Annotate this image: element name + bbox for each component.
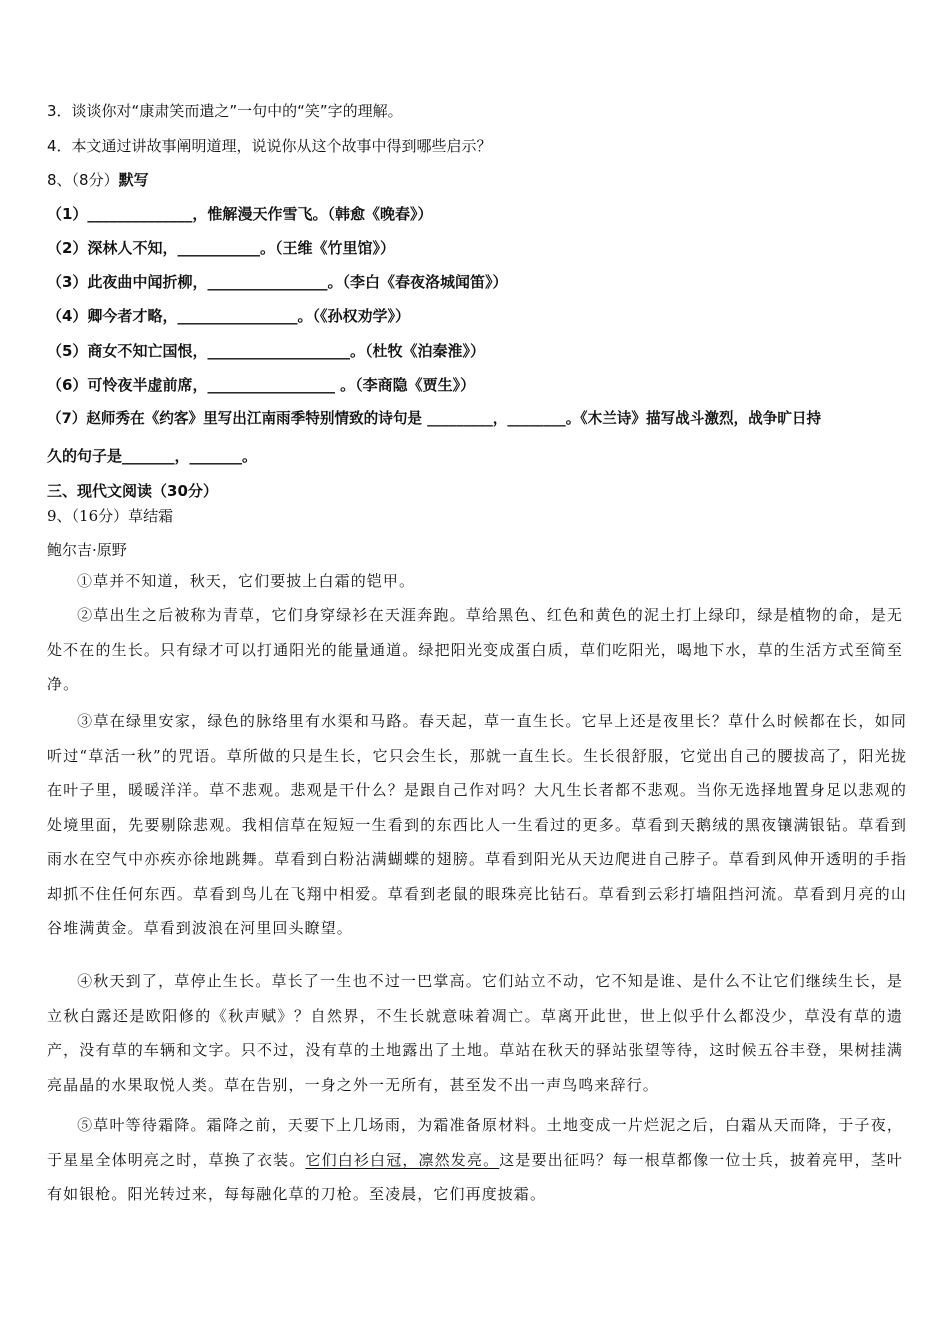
dictation-item-1: （1）______________，惟解漫天作雪飞。（韩愈《晚春》） <box>47 205 433 223</box>
section-8-heading <box>47 170 149 190</box>
passage-paragraph-1 <box>47 564 903 599</box>
passage-paragraph-3 <box>47 704 907 946</box>
paragraph-5-underlined-sentence: 它们白衫白冠，凛然发亮。 <box>305 1150 500 1169</box>
question-3: 3．谈谈你对“康肃笑而遣之”一句中的“笑”字的理解。 <box>47 102 403 120</box>
paragraph-1-text: ①草并不知道，秋天，它们要披上白霜的铠甲。 <box>77 572 416 590</box>
question-4: 4．本文通过讲故事阐明道理，说说你从这个故事中得到哪些启示？ <box>47 137 492 155</box>
passage-paragraph-4 <box>47 964 903 1102</box>
section-8-title: 默写 <box>118 171 149 189</box>
dictation-item-7: （7）赵师秀在《约客》里写出江南雨季特别情致的诗句是 _________，________。《木兰诗》描写战斗激烈，战争旷日持 <box>47 410 822 427</box>
paragraph-5-text-b: 这是要出征吗？每一根草都像一位士兵，披着亮甲，茎叶有如银枪。阳光转过来，每每融化草的刀枪。至凌晨，它们再度披霜。 <box>47 1150 904 1203</box>
passage-author: 鲍尔吉·原野 <box>47 541 127 559</box>
dictation-item-4: （4）卿今者才略，________________。（《孙权劝学》） <box>47 307 410 325</box>
paragraph-3-text: ③草在绿里安家，绿色的脉络里有水渠和马路。春天起，草一直生长。它早上还是夜里长？草什么时候都在长，如同听过“草活一秋”的咒语。草所做的只是生长，它只会生长，那就一直生长。生长很舒服，它觉出自己的腰拔高了，阳光拢在叶子里，暖暖洋洋。草不悲观。悲观是干什么？是跟自己作对吗？大凡生长者都不悲观。当你无选择地置身足以悲观的处境里面，先要剔除悲观。我相信草在短短一生看到的东西比人一生看过的更多。草看到天鹅绒的黑夜镶满银钻。草看到雨水在空气中亦疾亦徐地跳舞。草看到白粉沾满蝴蝶的翅膀。草看到阳光从天边爬进自己脖子。草看到风伸开透明的手指却抓不住任何东西。草看到鸟儿在飞翔中相爱。草看到老鼠的眼珠亮比钻石。草看到云彩打墙阻挡河流。草看到月亮的山谷堆满黄金。草看到波浪在河里回头瞭望。 <box>47 712 907 937</box>
paragraph-2-text: ②草出生之后被称为青草，它们身穿绿衫在天涯奔跑。草给黑色、红色和黄色的泥土打上绿印，绿是植物的命，是无处不在的生长。只有绿才可以打通阳光的能量通道。绿把阳光变成蛋白质，草们吃阳光，喝地下水，草的生活方式至简至净。 <box>47 606 903 693</box>
section-3-title: 三、现代文阅读（30分） <box>47 482 218 500</box>
dictation-item-6: （6）可怜夜半虚前席，_________________ 。（李商隐《贾生》） <box>47 376 476 394</box>
dictation-item-2: （2）深林人不知，___________。（王维《竹里馆》） <box>47 239 395 257</box>
passage-paragraph-2 <box>47 598 903 702</box>
section-8-number: 8、（8分） <box>47 171 119 189</box>
dictation-item-7-cont: 久的句子是_______，_______。 <box>47 447 258 465</box>
passage-paragraph-5 <box>47 1108 903 1212</box>
paragraph-5-text-a: ⑤草叶等待霜降。霜降之前，天要下上几场雨，为霜准备原材料。土地变成一片烂泥之后，白霜从天而降，于子夜，于星星全体明亮之时，草换了衣装。 <box>47 1116 903 1169</box>
question-9-title: 9、（16分）草结霜 <box>47 507 174 525</box>
paragraph-4-text: ④秋天到了，草停止生长。草长了一生也不过一巴掌高。它们站立不动，它不知是谁、是什么不让它们继续生长，是立秋白露还是欧阳修的《秋声赋》？自然界，不生长就意味着凋亡。草离开此世，世上似乎什么都没少，草没有草的遗产，没有草的车辆和文字。只不过，没有草的土地露出了土地。草站在秋天的驿站张望等待，这时候五谷丰登，果树挂满亮晶晶的水果取悦人类。草在告别，一身之外一无所有，甚至发不出一声鸟鸣来辞行。 <box>47 972 903 1094</box>
dictation-item-5: （5）商女不知亡国恨，___________________。（杜牧《泊秦淮》） <box>47 342 485 360</box>
dictation-item-3: （3）此夜曲中闻折柳，________________。（李白《春夜洛城闻笛》） <box>47 273 508 291</box>
